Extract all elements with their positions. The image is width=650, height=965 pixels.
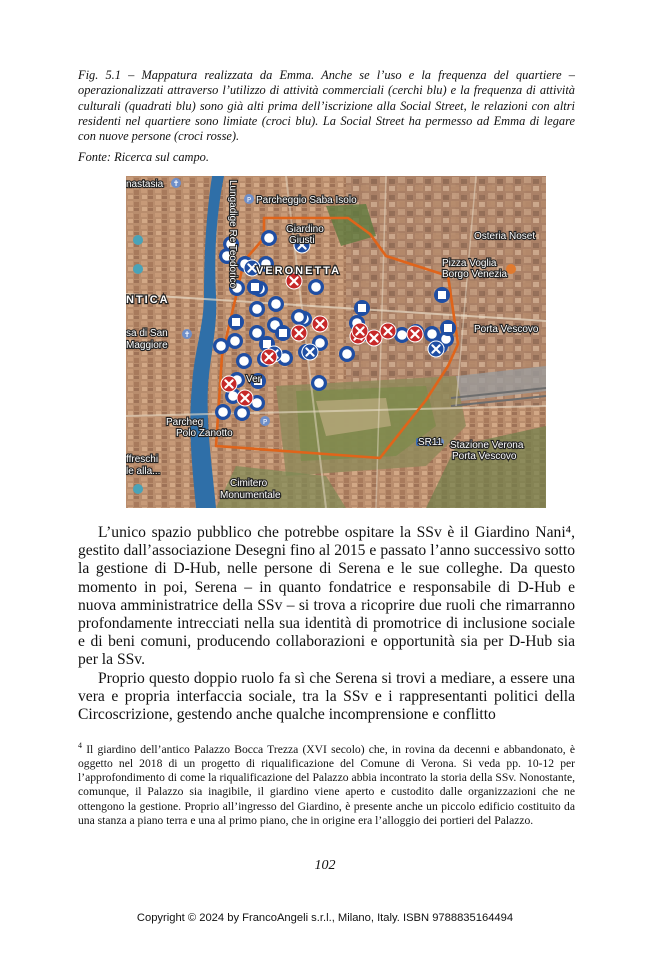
label-affreschi-2: le alla...	[126, 466, 161, 477]
marker-blue-circle	[339, 346, 355, 362]
label-osteria: Osteria Noset	[474, 231, 536, 242]
label-san-maggiore-2: Maggiore	[126, 340, 168, 351]
figure-source: Fonte: Ricerca sul campo.	[78, 150, 209, 164]
marker-blue-circle	[261, 230, 277, 246]
label-affreschi-1: ffreschi	[126, 454, 159, 465]
marker-red-cross	[237, 390, 253, 406]
marker-blue-square	[354, 300, 370, 316]
svg-text:✝: ✝	[172, 179, 180, 188]
marker-blue-circle	[249, 301, 265, 317]
label-giardino-2: Giusti	[289, 235, 315, 246]
marker-blue-square	[247, 279, 263, 295]
label-san-maggiore-1: sa di San	[126, 328, 168, 339]
marker-blue-circle	[215, 404, 231, 420]
marker-blue-circle	[311, 375, 327, 391]
label-pizza-voglia-2: Borgo Venezia	[442, 269, 508, 280]
marker-red-cross	[291, 325, 307, 341]
label-cimitero-2: Monumentale	[220, 490, 281, 501]
figure-caption: Fig. 5.1 – Mappatura realizzata da Emma. Anche se l’uso e la frequenza del quartiere – operazionalizzati attraverso l’utilizzo di attività commerciali (cerchi blu) e la frequenza di attività culturali (quadrati blu) sono già alti prima dell’iscrizione alla Social Street, le relazioni con altri residenti nel quartiere sono limiate (croci blu). La Social Street ha permesso ad Emma di legare con nuove persone (croci rosse).	[78, 68, 575, 144]
label-giardino-1: Giardino	[286, 224, 324, 235]
label-cimitero-1: Cimitero	[230, 478, 268, 489]
marker-blue-cross	[302, 344, 318, 360]
body-paragraph-2: Proprio questo doppio ruolo fa sì che Serena si trovi a mediare, a essere una vera e propria interfaccia sociale, tra la SSv e i rappresentanti politici della Circoscrizione, gestendo anche qualche incomprensione e conflitto	[78, 669, 575, 724]
marker-blue-cross	[428, 341, 444, 357]
marker-blue-square	[434, 287, 450, 303]
label-anastasia: nastasia	[126, 179, 164, 190]
label-sr11: SR11	[418, 437, 443, 448]
page-number: 102	[314, 858, 336, 873]
label-veronetta: VERONETTA	[256, 265, 342, 277]
svg-text:P: P	[262, 418, 268, 426]
svg-text:✝: ✝	[183, 330, 191, 339]
marker-blue-square	[275, 325, 291, 341]
marker-blue-circle	[234, 405, 250, 421]
marker-red-cross	[366, 330, 382, 346]
marker-red-cross	[312, 316, 328, 332]
body-text	[78, 524, 575, 724]
label-parcheggio-polo-2: Polo Zanotto	[176, 428, 233, 439]
label-ver: Ver	[246, 374, 262, 385]
marker-red-cross	[352, 323, 368, 339]
marker-red-cross	[221, 376, 237, 392]
neighbourhood-map	[126, 176, 546, 508]
label-stazione-2: Porta Vescovo	[452, 451, 517, 462]
label-stazione-1: Stazione Verona	[450, 440, 524, 451]
marker-red-cross	[407, 326, 423, 342]
marker-blue-circle	[268, 296, 284, 312]
label-antica: NTICA	[126, 294, 170, 306]
footnote	[78, 739, 575, 828]
marker-red-cross	[380, 323, 396, 339]
marker-blue-circle	[308, 279, 324, 295]
marker-red-cross	[261, 349, 277, 365]
marker-blue-circle	[213, 338, 229, 354]
label-parcheggio-saba: Parcheggio Saba Isolo	[256, 195, 357, 206]
label-parcheggio-polo-1: Parcheg	[166, 417, 204, 428]
body-paragraph-1: L’unico spazio pubblico che potrebbe ospitare la SSv è il Giardino Nani⁴, gestito dall’associazione Desegni fino al 2015 e passato l’anno successivo sotto la gestione di D-Hub, nelle persone di Serena e le sue colleghe. Da questo momento in poi, Serena – in quanto fondatrice e responsabile di D-Hub e nuova amministratrice della SSv – si trova a ricoprire due ruoli che rimarranno profondamente intrecciati nella sua identità di promotrice di inclusione sociale e di beni comuni, producendo collaborazioni e opportunità sia per D-Hub sia per la SSv.	[78, 524, 575, 669]
label-pizza-voglia-1: Pizza Voglia	[442, 258, 497, 269]
copyright-notice: Copyright © 2024 by FrancoAngeli s.r.l., Milano, Italy. ISBN 9788835164494	[136, 912, 514, 924]
marker-blue-circle	[227, 333, 243, 349]
marker-blue-circle	[236, 353, 252, 369]
footnote-text: Il giardino dell’antico Palazzo Bocca Trezza (XVI secolo) che, in rovina da decenni e abbandonato, è oggetto nel 2018 di un progetto di riqualificazione del Comune di Verona. Si veda pp. 10-12 per l’approfondimento di come la riqualificazione del Palazzo abbia incontrato la storia della SSv. Nonostante, comunque, il Palazzo sia inagibile, il giardino viene aperto e custodito dalle organizzazioni che ne ottengono la gestione. Proprio all’ingresso del Giardino, è presente anche un piccolo edificio costituito da una stanza a piano terra e una al primo piano, che in origine era l’alloggio dei portieri del Palazzo.	[78, 742, 576, 827]
label-porta-vescovo: Porta Vescovo	[474, 324, 539, 335]
marker-blue-square	[228, 314, 244, 330]
footnote-number: 4	[78, 741, 82, 750]
svg-text:P: P	[246, 196, 252, 204]
label-vertical-street: Lungadige Re Teodorico	[227, 180, 238, 289]
marker-blue-circle	[291, 309, 307, 325]
marker-blue-square	[440, 320, 456, 336]
